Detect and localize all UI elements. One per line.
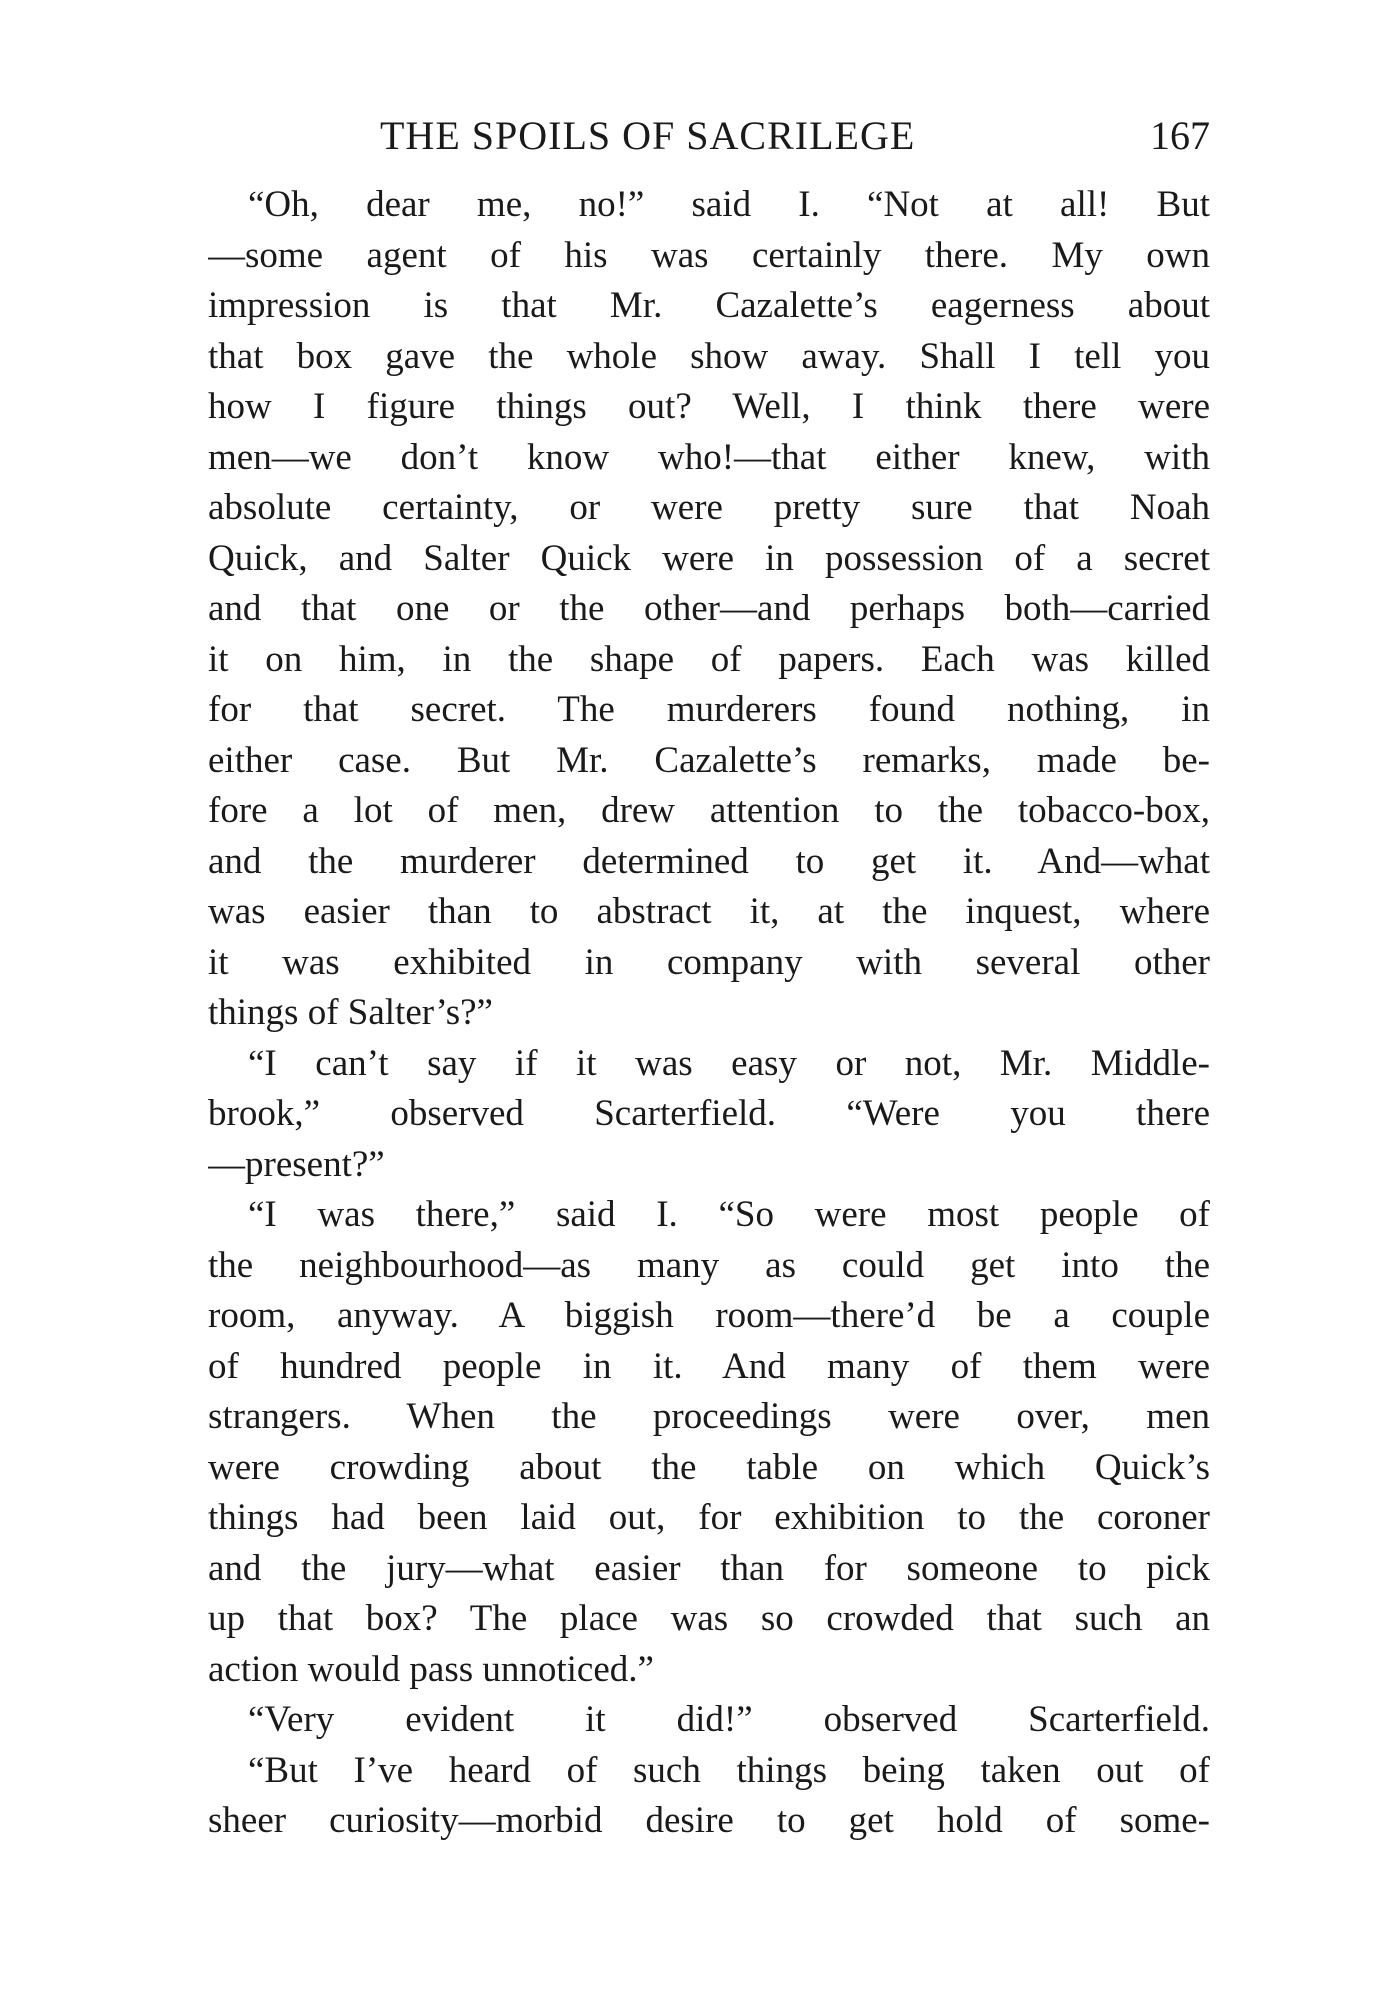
- text-line: “I was there,” said I. “So were most people of: [248, 1194, 1210, 1235]
- text-line: for that secret. The murderers found nothing, in: [208, 689, 1210, 730]
- text-line: —present?”: [208, 1143, 385, 1185]
- running-title: THE SPOILS OF SACRILEGE: [380, 113, 916, 158]
- text-line: was easier than to abstract it, at the inquest, where: [208, 891, 1210, 932]
- text-line: it was exhibited in company with several other: [208, 941, 1210, 983]
- text-line: things had been laid out, for exhibition to the coroner: [208, 1497, 1210, 1538]
- text-line: strangers. When the proceedings were over, men: [208, 1396, 1210, 1437]
- body-text: [208, 180, 1210, 1847]
- text-line: things of Salter’s?”: [208, 992, 493, 1033]
- text-line: how I figure things out? Well, I think there were: [208, 386, 1210, 427]
- text-line: action would pass unnoticed.”: [208, 1648, 654, 1690]
- text-line: room, anyway. A biggish room—there’d be a couple: [208, 1295, 1210, 1336]
- text-line: that box gave the whole show away. Shall I tell you: [208, 335, 1210, 377]
- page-number: 167: [1150, 113, 1210, 158]
- text-line: “Very evident it did!” observed Scarterfield.: [248, 1699, 1210, 1740]
- text-line: “Oh, dear me, no!” said I. “Not at all! But: [248, 184, 1210, 225]
- text-line: absolute certainty, or were pretty sure that Noah: [208, 487, 1210, 528]
- text-line: and the jury—what easier than for someone to pick: [208, 1547, 1210, 1589]
- text-line: Quick, and Salter Quick were in possession of a secret: [208, 537, 1210, 579]
- text-line: and the murderer determined to get it. And—what: [208, 840, 1210, 882]
- text-line: “I can’t say if it was easy or not, Mr. Middle-: [248, 1042, 1210, 1084]
- text-line: men—we don’t know who!—that either knew, with: [208, 436, 1210, 478]
- text-line: “But I’ve heard of such things being taken out of: [248, 1749, 1210, 1791]
- text-line: impression is that Mr. Cazalette’s eagerness about: [208, 285, 1210, 326]
- text-line: of hundred people in it. And many of them were: [208, 1345, 1210, 1387]
- running-head: [210, 112, 1210, 172]
- text-line: brook,” observed Scarterfield. “Were you there: [208, 1093, 1210, 1134]
- text-line: fore a lot of men, drew attention to the tobacco-box,: [208, 790, 1210, 831]
- text-line: and that one or the other—and perhaps both—carried: [208, 588, 1210, 629]
- text-line: either case. But Mr. Cazalette’s remarks, made be-: [208, 739, 1210, 781]
- text-line: the neighbourhood—as many as could get into the: [208, 1244, 1210, 1286]
- text-line: up that box? The place was so crowded that such an: [208, 1598, 1210, 1639]
- text-line: —some agent of his was certainly there. My own: [208, 234, 1210, 276]
- text-line: were crowding about the table on which Quick’s: [208, 1446, 1210, 1488]
- text-line: sheer curiosity—morbid desire to get hold of some-: [208, 1800, 1210, 1841]
- text-line: it on him, in the shape of papers. Each was killed: [208, 638, 1210, 680]
